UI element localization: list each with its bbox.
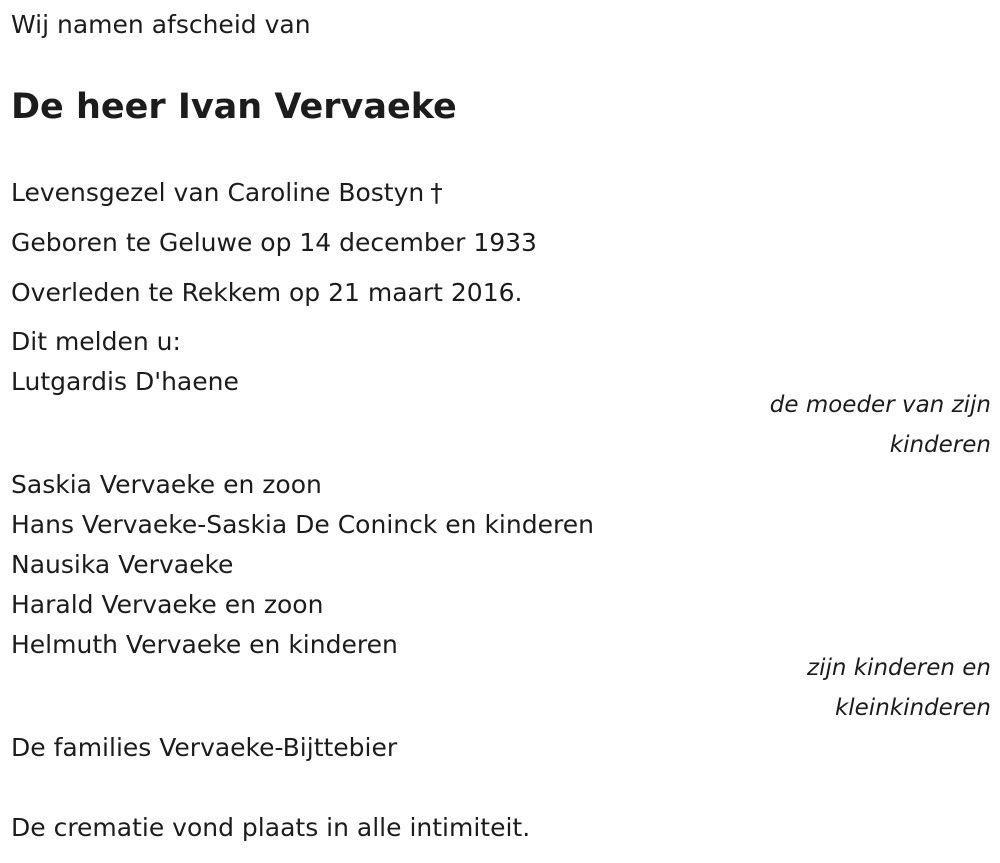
death-line: Overleden te Rekkem op 21 maart 2016. (11, 278, 523, 307)
children-role (731, 648, 991, 728)
children-role-line1: zijn kinderen en (807, 655, 991, 681)
mother-name: Lutgardis D'haene (11, 367, 239, 396)
announced-by-label: Dit melden u: (11, 327, 181, 356)
partner-line (11, 178, 443, 208)
mother-role-line2: kinderen (889, 432, 991, 458)
child-line: Helmuth Vervaeke en kinderen (11, 630, 398, 659)
child-line: Harald Vervaeke en zoon (11, 590, 324, 619)
children-role-line2: kleinkinderen (834, 695, 991, 721)
intro-text: Wij namen afscheid van (11, 10, 311, 39)
child-line: Nausika Vervaeke (11, 550, 234, 579)
child-line: Hans Vervaeke-Saskia De Coninck en kinderen (11, 510, 594, 539)
cremation-note: De crematie vond plaats in alle intimiteit. (11, 813, 531, 842)
deceased-name: De heer Ivan Vervaeke (11, 87, 457, 127)
families-line: De families Vervaeke-Bijttebier (11, 733, 398, 762)
mother-role-line1: de moeder van zijn (769, 392, 991, 418)
cross-icon: † (430, 178, 443, 207)
partner-text: Levensgezel van Caroline Bostyn (11, 178, 425, 207)
birth-line: Geboren te Geluwe op 14 december 1933 (11, 228, 537, 257)
child-line: Saskia Vervaeke en zoon (11, 470, 322, 499)
mother-role (731, 385, 991, 465)
